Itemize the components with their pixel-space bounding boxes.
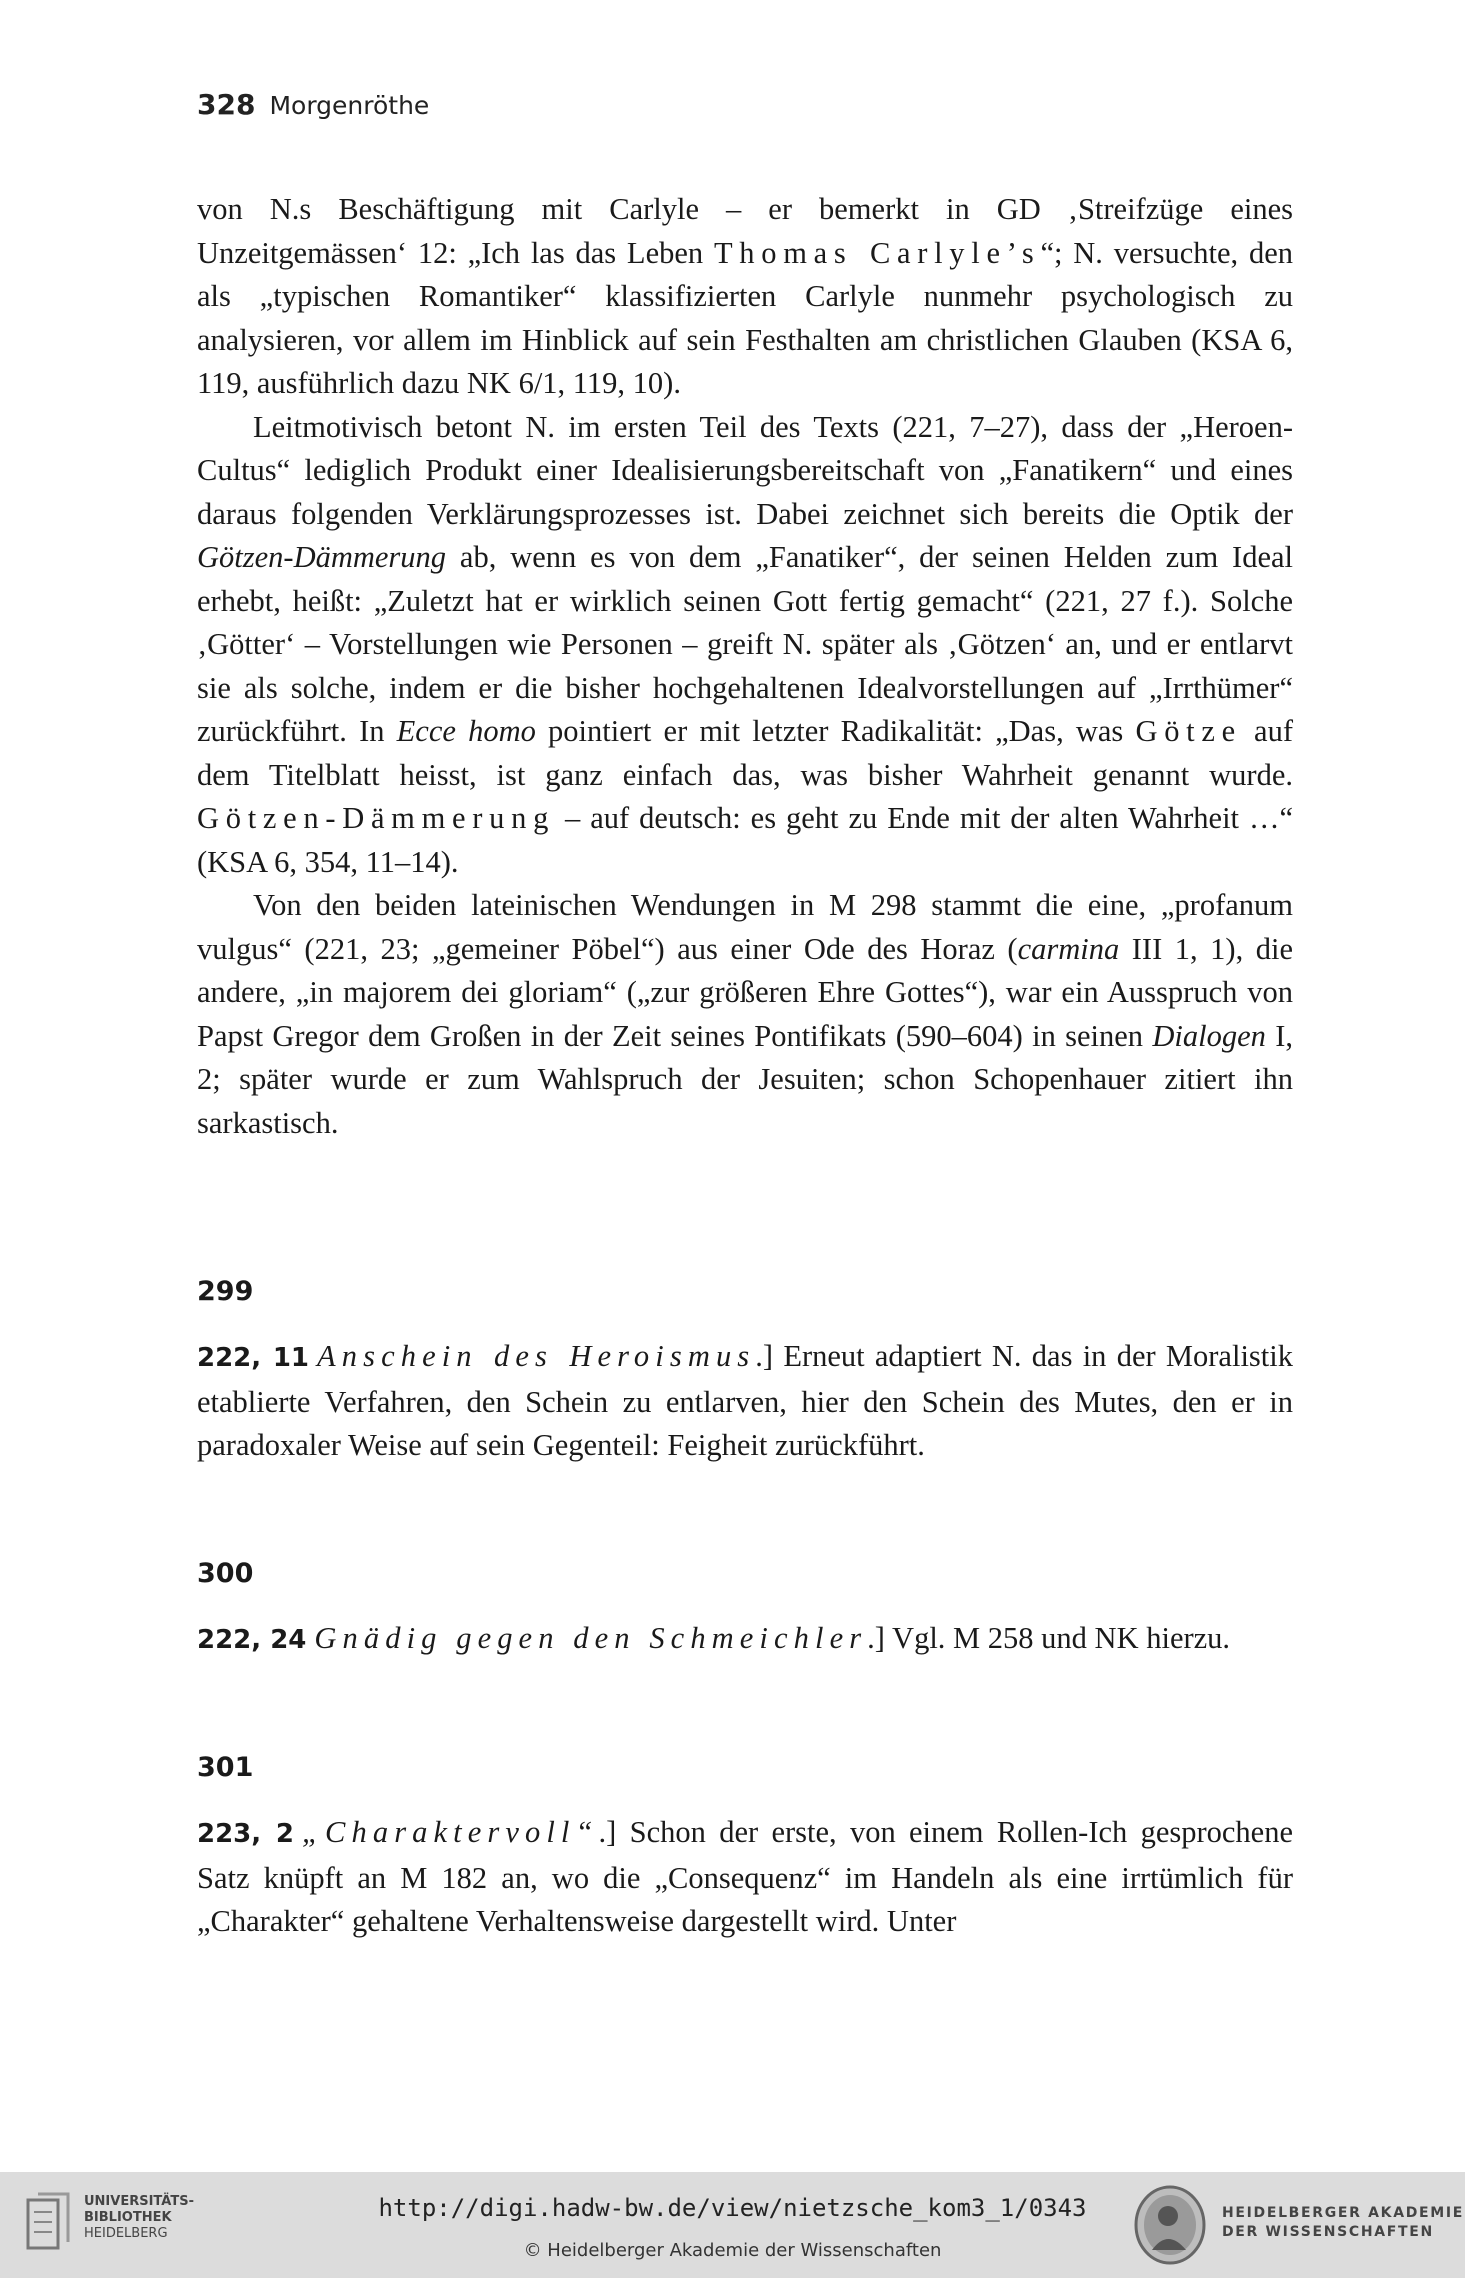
section-number: 300 bbox=[197, 1558, 254, 1589]
spaced-emphasis: Götzen-Dämmerung bbox=[197, 801, 556, 835]
section-number: 299 bbox=[197, 1276, 254, 1307]
work-title: Götzen-Dämmerung bbox=[197, 540, 447, 574]
library-name: UNIVERSITÄTS- BIBLIOTHEK HEIDELBERG bbox=[84, 2194, 194, 2241]
line-reference: 223, 2 bbox=[197, 1819, 294, 1849]
paragraph-latin-phrases: Von den beiden lateinischen Wendungen in M 298 stammt die eine, „profanum vulgus“ (221, 23; „gemeiner Pöbel“) aus einer Ode des Horaz (carmina III 1, 1), die andere, „in majorem dei gloriam“ („zur größeren Ehre Gottes“), war ein Ausspruch von Papst Gregor dem Großen in der Zeit seines Pontifikats (590–604) in seinen Dialogen I, 2; später wurde er zum Wahlspruch der Jesuiten; schon Schopenhauer zitiert ihn sarkastisch. bbox=[197, 888, 1293, 1140]
work-title: carmina bbox=[1017, 931, 1120, 966]
academy-seal-icon bbox=[1132, 2184, 1208, 2266]
commentary-entry: 222, 24 Gnädig gegen den Schmeichler.] Vgl. M 258 und NK hierzu. bbox=[197, 1621, 1231, 1655]
permalink-url[interactable]: http://digi.hadw-bw.de/view/nietzsche_kom3_1/0343 bbox=[378, 2194, 1087, 2222]
page-number: 328 bbox=[197, 88, 256, 121]
lemma: Anschein des Heroismus bbox=[317, 1339, 756, 1373]
spaced-emphasis: Thomas Carlyle’s bbox=[713, 235, 1041, 270]
digitization-footer bbox=[0, 2172, 1465, 2278]
lemma: Gnädig gegen den Schmeichler bbox=[314, 1621, 868, 1655]
paragraph-heroen-cultus: Leitmotivisch betont N. im ersten Teil des Texts (221, 7–27), dass der „Heroen-Cultus“ lediglich Produkt einer Idealisierungsbereitschaft von „Fanatikern“ und eines daraus folgenden Verklärungsprozesses ist. Dabei zeichnet sich bereits die Optik der Götzen-Dämmerung ab, wenn es von dem „Fanatiker“, der seinen Helden zum Ideal erhebt, heißt: „Zuletzt hat er wirklich seinen Gott fertig gemacht“ (221, 27 f.). Solche ‚Götter‘ – Vorstellungen wie Personen – greift N. später als ‚Götzen‘ an, und er entlarvt sie als solche, indem er die bisher hochgehaltenen Idealvorstellungen auf „Irrthümer“ zurückführt. In Ecce homo pointiert er mit letzter Radikalität: „Das, was Götze auf dem Titelblatt heisst, ist ganz einfach das, was bisher Wahrheit genannt wurde. Götzen-Dämmerung – auf deutsch: es geht zu Ende mit der alten Wahrheit …“ (KSA 6, 354, 11–14). bbox=[197, 409, 1293, 879]
copyright-notice: © Heidelberger Akademie der Wissenschaften bbox=[523, 2240, 942, 2261]
work-title: Ecce homo bbox=[396, 714, 536, 748]
section-number: 301 bbox=[197, 1752, 254, 1783]
line-reference: 222, 24 bbox=[197, 1625, 307, 1655]
commentary-body bbox=[197, 188, 1293, 1145]
work-title: Dialogen bbox=[1152, 1018, 1266, 1053]
spaced-emphasis: Götze bbox=[1135, 714, 1242, 748]
line-reference: 222, 11 bbox=[197, 1343, 310, 1373]
academy-name: HEIDELBERGER AKADEMIE DER WISSENSCHAFTEN bbox=[1222, 2205, 1465, 2240]
commentary-entry: 222, 11 Anschein des Heroismus.] Erneut adaptiert N. das in der Moralistik etablierte Verfahren, den Schein zu entlarven, hier den Schein des Mutes, den er in paradoxaler Weise auf sein Gegenteil: Feigheit zurückführt. bbox=[197, 1339, 1293, 1462]
running-title: Morgenröthe bbox=[269, 91, 430, 120]
lemma: „Charaktervoll“ bbox=[301, 1815, 599, 1849]
page-header bbox=[197, 88, 429, 121]
paragraph-carlyle: von N.s Beschäftigung mit Carlyle – er bemerkt in GD ‚Streifzüge eines Unzeitgemässen‘ 12: „Ich las das Leben Thomas Carlyle’s“; N. versuchte, den als „typischen Romantiker“ klassifizierten Carlyle nunmehr psychologisch zu analysieren, vor allem im Hinblick auf sein Festhalten am christlichen Glauben (KSA 6, 119, ausführlich dazu NK 6/1, 119, 10). bbox=[197, 192, 1294, 400]
commentary-entry: 223, 2 „Charaktervoll“.] Schon der erste, von einem Rollen-Ich gesprochene Satz knüpft an M 182 an, wo die „Consequenz“ im Handeln als eine irrtümlich für „Charakter“ gehaltene Verhaltensweise dargestellt wird. Unter bbox=[197, 1815, 1293, 1938]
